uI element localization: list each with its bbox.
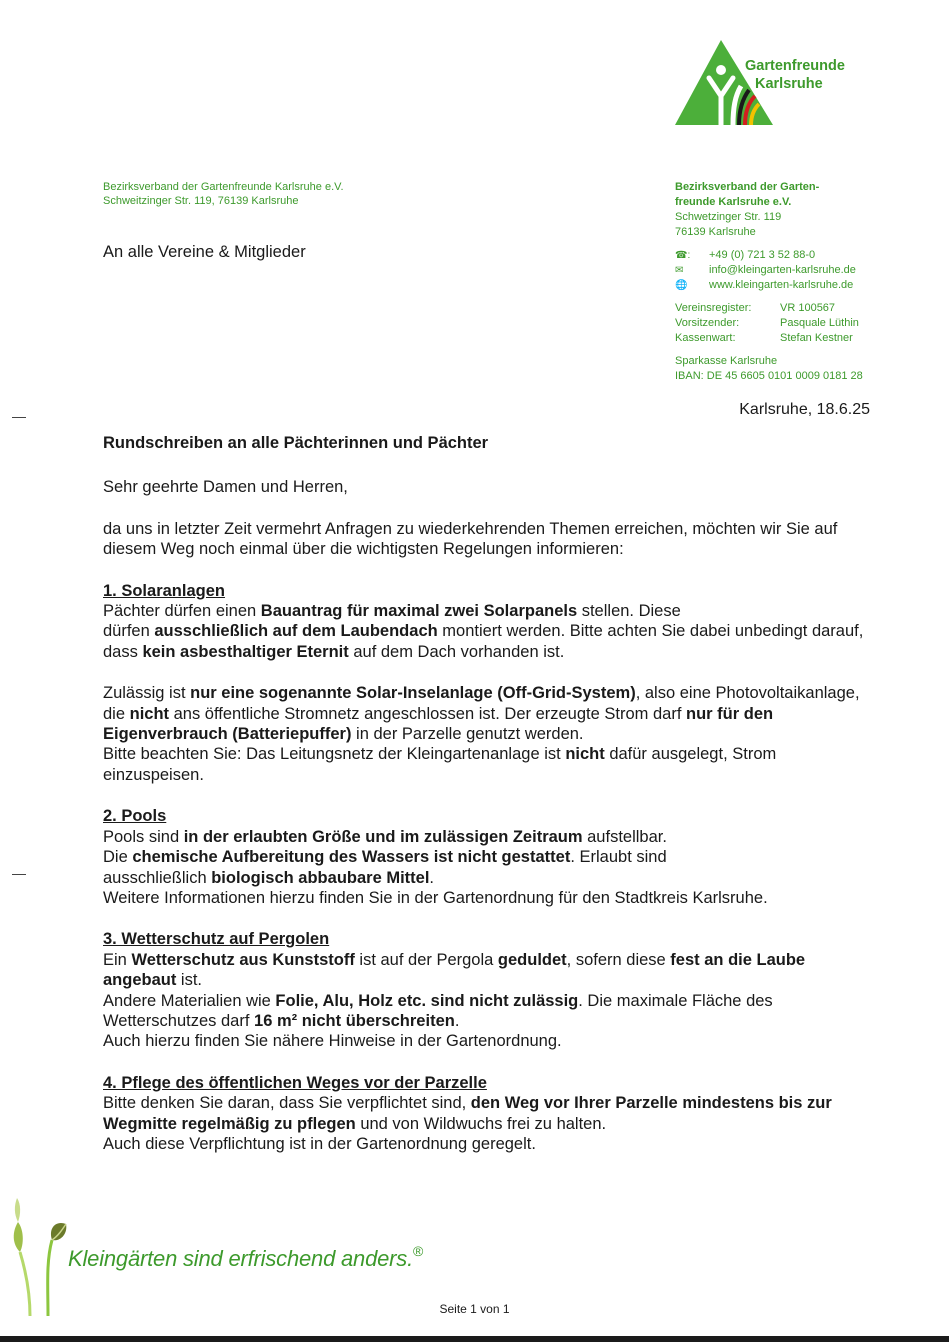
paragraph: Pächter dürfen einen Bauantrag für maximal zwei Solarpanels stellen. Diese dürfen ausschließlich auf dem Laubendach montiert werden. Bitte achten Sie dabei unbedingt darauf, dass kein asbesthaltiger Eternit auf dem Dach vorhanden ist.	[103, 602, 864, 661]
paragraph: Andere Materialien wie Folie, Alu, Holz etc. sind nicht zulässig. Die maximale Fläche des Wetterschutzes darf 16 m² nicht überschreiten.	[103, 991, 773, 1030]
paragraph: Bitte beachten Sie: Das Leitungsnetz der Kleingartenanlage ist nicht dafür ausgelegt, Strom einzuspeisen.	[103, 745, 777, 784]
paragraph: Auch hierzu finden Sie nähere Hinweise in der Gartenordnung.	[103, 1032, 562, 1051]
section-pools	[103, 806, 873, 908]
chair-label: Vorsitzender:	[675, 317, 740, 329]
phone: +49 (0) 721 3 52 88-0	[709, 249, 816, 261]
org-name: Bezirksverband der Garten-	[675, 181, 820, 193]
paragraph: Bitte denken Sie daran, dass Sie verpflichtet sind, den Weg vor Ihrer Parzelle mindestens bis zur Wegmitte regelmäßig zu pflegen und von Wildwuchs frei zu halten.	[103, 1094, 832, 1133]
seedling-icon	[8, 1192, 70, 1317]
paragraph: Die chemische Aufbereitung des Wassers ist nicht gestattet. Erlaubt sind	[103, 848, 667, 867]
page-number: Seite 1 von 1	[439, 1302, 510, 1316]
section-weather-protection	[103, 929, 873, 1051]
street: Schwetzinger Str. 119	[675, 211, 782, 223]
mail-icon: ✉	[675, 265, 684, 276]
window-bottom-edge	[0, 1336, 949, 1342]
city: 76139 Karlsruhe	[675, 226, 756, 238]
section-heading: 4. Pflege des öffentlichen Weges vor der Parzelle	[103, 1073, 487, 1092]
paragraph: Pools sind in der erlaubten Größe und im zulässigen Zeitraum aufstellbar.	[103, 827, 667, 846]
section-heading: 1. Solaranlagen	[103, 581, 225, 600]
sender-line: Bezirksverband der Gartenfreunde Karlsruhe e.V.	[103, 181, 344, 193]
web-link[interactable]: www.kleingarten-karlsruhe.de	[709, 279, 854, 291]
chair-value: Pasquale Lüthin	[780, 317, 859, 329]
register-label: Vereinsregister:	[675, 302, 752, 314]
section-heading: 3. Wetterschutz auf Pergolen	[103, 930, 330, 949]
letter-body	[103, 433, 873, 1154]
paragraph: ausschließlich biologisch abbaubare Mittel.	[103, 868, 435, 887]
org-name: freunde Karlsruhe e.V.	[675, 196, 792, 208]
recipient: An alle Vereine & Mitglieder	[103, 243, 306, 261]
section-solar	[103, 581, 873, 786]
section-path-care	[103, 1073, 873, 1155]
fold-mark	[12, 417, 26, 418]
section-heading: 2. Pools	[103, 807, 167, 826]
treasurer-value: Stefan Kestner	[780, 332, 853, 344]
sender-address	[103, 180, 344, 208]
intro-paragraph: da uns in letzter Zeit vermehrt Anfragen zu wiederkehrenden Themen erreichen, möchten wir Sie auf diesem Weg noch einmal über die wichtigsten Regelungen informieren:	[103, 519, 838, 559]
paragraph: Weitere Informationen hierzu finden Sie in der Gartenordnung für den Stadtkreis Karlsruhe.	[103, 888, 768, 907]
register-value: VR 100567	[780, 302, 836, 314]
paragraph: Zulässig ist nur eine sogenannte Solar-Inselanlage (Off-Grid-System), also eine Photovoltaikanlage, die nicht ans öffentliche Stromnetz angeschlossen ist. Der erzeugte Strom darf nur für den Eigenverbrauch (Batteriepuffer) in der Parzelle genutzt werden.	[103, 684, 860, 744]
globe-icon: 🌐	[675, 280, 688, 291]
fold-mark	[12, 874, 26, 875]
slogan: Kleingärten sind erfrischend anders.®	[68, 1243, 424, 1271]
letter-date: Karlsruhe, 18.6.25	[739, 401, 870, 418]
info-column	[675, 180, 905, 384]
paragraph: Ein Wetterschutz aus Kunststoff ist auf der Pergola geduldet, sofern diese fest an die Laube angebaut ist.	[103, 950, 806, 990]
email-link[interactable]: info@kleingarten-karlsruhe.de	[709, 264, 856, 276]
phone-icon: ☎:	[675, 250, 691, 261]
iban: IBAN: DE 45 6605 0101 0009 0181 28	[675, 370, 863, 382]
registered-mark: ®	[413, 1243, 424, 1259]
logo-wordmark: Gartenfreunde Karlsruhe	[745, 58, 845, 92]
treasurer-label: Kassenwart:	[675, 332, 736, 344]
subject: Rundschreiben an alle Pächterinnen und Pächter	[103, 434, 489, 452]
salutation: Sehr geehrte Damen und Herren,	[103, 478, 348, 497]
paragraph: Auch diese Verpflichtung ist in der Gartenordnung geregelt.	[103, 1134, 536, 1153]
sender-line: Schweitzinger Str. 119, 76139 Karlsruhe	[103, 195, 299, 207]
bank-name: Sparkasse Karlsruhe	[675, 355, 778, 367]
